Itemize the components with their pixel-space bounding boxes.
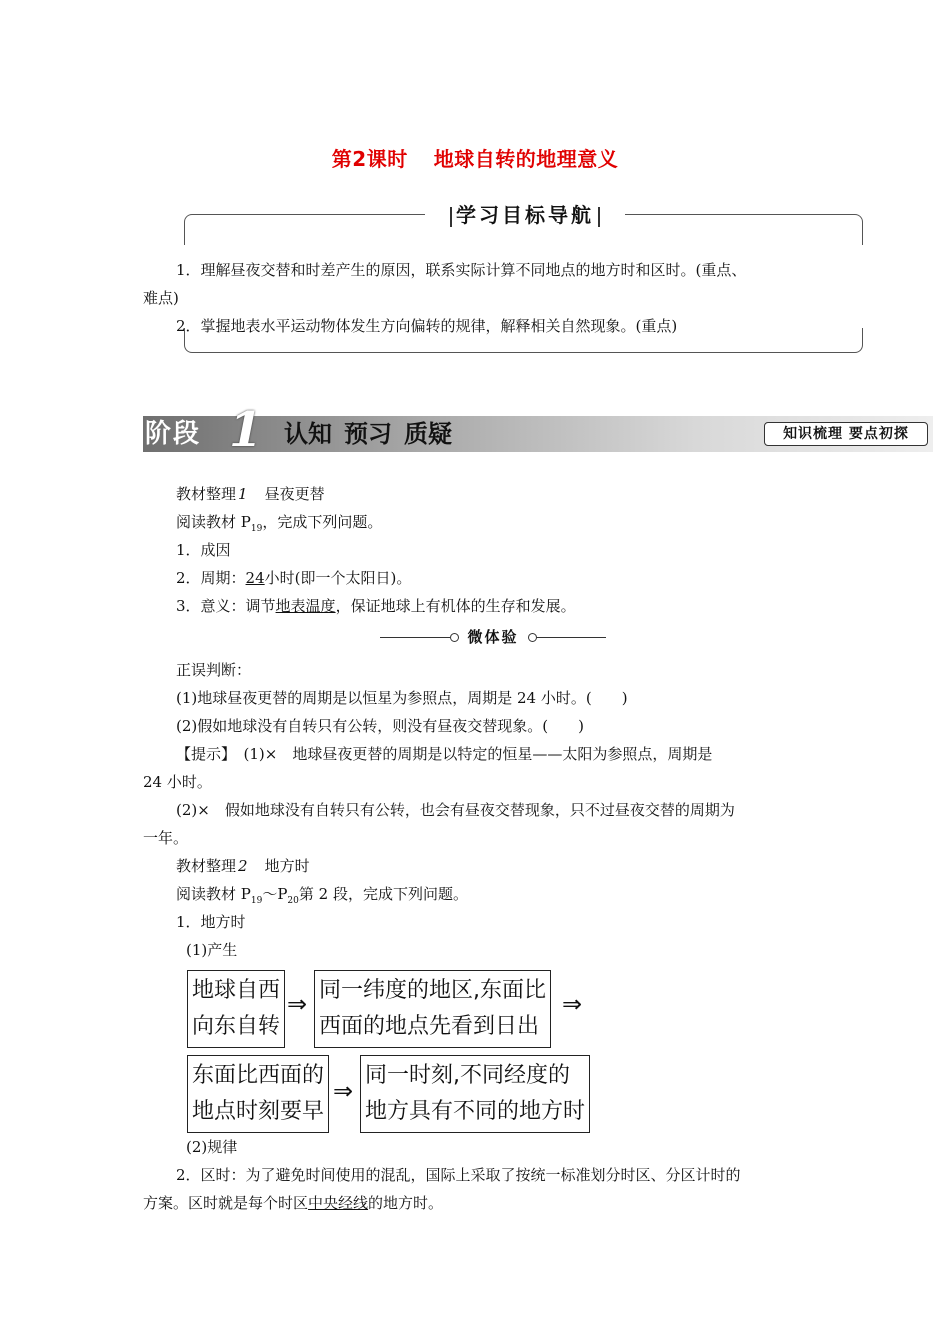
flow-arrow-1: ⇒ bbox=[287, 990, 308, 1018]
flow-box-2: 同一纬度的地区,东面比 西面的地点先看到日出 bbox=[314, 970, 551, 1048]
objectives-frame-bottom bbox=[184, 328, 863, 353]
zone-time-line2: 方案。区时就是每个时区中央经线的地方时。 bbox=[143, 1194, 444, 1212]
stage-number: 1 bbox=[229, 402, 263, 458]
section2-item1: 1．地方时 bbox=[176, 913, 246, 931]
section1-meaning: 3．意义：调节地表温度，保证地球上有机体的生存和发展。 bbox=[176, 597, 576, 615]
stage-title-3: 质疑 bbox=[404, 420, 452, 448]
section2-read: 阅读教材 $P_{19}\sim P_{20}$第 2 段，完成下列问题。 bbox=[176, 885, 468, 906]
section1-heading: 教材整理 1 昼夜更替 bbox=[176, 485, 325, 503]
period-answer: 24 bbox=[245, 569, 265, 587]
question-1: (1)地球昼夜更替的周期是以恒星为参照点，周期是 24 小时。( ) bbox=[176, 689, 628, 707]
stage-title-1: 认知 bbox=[284, 420, 332, 448]
objective-2: 2．掌握地表水平运动物体发生方向偏转的规律，解释相关自然现象。(重点) bbox=[176, 317, 678, 335]
section2-heading: 教材整理 2 地方时 bbox=[176, 857, 310, 875]
stage-label: 阶段 bbox=[145, 419, 202, 449]
micro-label: 微体验 bbox=[467, 628, 519, 646]
question-2: (2)假如地球没有自转只有公转，则没有昼夜交替现象。( ) bbox=[176, 717, 584, 735]
meaning-answer: 地表温度 bbox=[275, 597, 336, 615]
flow-box-4: 同一时刻,不同经度的 地方具有不同的地方时 bbox=[360, 1055, 590, 1133]
objective-1-line1: 1．理解昼夜交替和时差产生的原因，联系实际计算不同地点的地方时和区时。(重点、 bbox=[176, 261, 747, 279]
objectives-heading bbox=[425, 199, 625, 229]
stage-badge: 知识梳理 要点初探 bbox=[764, 422, 928, 446]
lesson-topic: 地球自转的地理意义 bbox=[433, 147, 619, 171]
hint-1-line1: 【提示】 (1)× 地球昼夜更替的周期是以特定的恒星——太阳为参照点，周期是 bbox=[176, 745, 713, 763]
micro-divider bbox=[380, 626, 606, 648]
stage-title-2: 预习 bbox=[344, 420, 392, 448]
lesson-title bbox=[0, 143, 950, 172]
flow-box-1: 地球自西 向东自转 bbox=[187, 970, 285, 1048]
section2-rule: (2)规律 bbox=[186, 1138, 238, 1156]
flow-arrow-2: ⇒ bbox=[562, 990, 583, 1018]
hint-2-line1: (2)× 假如地球没有自转只有公转，也会有昼夜交替现象，只不过昼夜交替的周期为 bbox=[176, 801, 735, 819]
hint-1-line2: 24 小时。 bbox=[143, 773, 212, 791]
section1-period: 2．周期：24小时(即一个太阳日)。 bbox=[176, 569, 412, 587]
flow-box-3: 东面比西面的 地点时刻要早 bbox=[187, 1055, 329, 1133]
judge-label: 正误判断： bbox=[176, 661, 252, 679]
hint-label: 【提示】 bbox=[176, 745, 229, 763]
objective-1-line2: 难点) bbox=[143, 289, 179, 307]
section1-read: 阅读教材 $P_{19}$，完成下列问题。 bbox=[176, 513, 383, 534]
lesson-number: 第2课时 bbox=[331, 147, 408, 171]
stage-title bbox=[284, 416, 452, 452]
flow-arrow-3: ⇒ bbox=[333, 1077, 354, 1105]
zone-time-line1: 2．区时：为了避免时间使用的混乱，国际上采取了按统一标准划分时区、分区计时的 bbox=[176, 1166, 741, 1184]
section1-cause: 1．成因 bbox=[176, 541, 231, 559]
central-meridian-answer: 中央经线 bbox=[308, 1194, 369, 1212]
section2-origin: (1)产生 bbox=[186, 941, 238, 959]
objectives-heading-text: 学习目标导航 bbox=[456, 203, 594, 227]
hint-2-line2: 一年。 bbox=[143, 829, 189, 847]
